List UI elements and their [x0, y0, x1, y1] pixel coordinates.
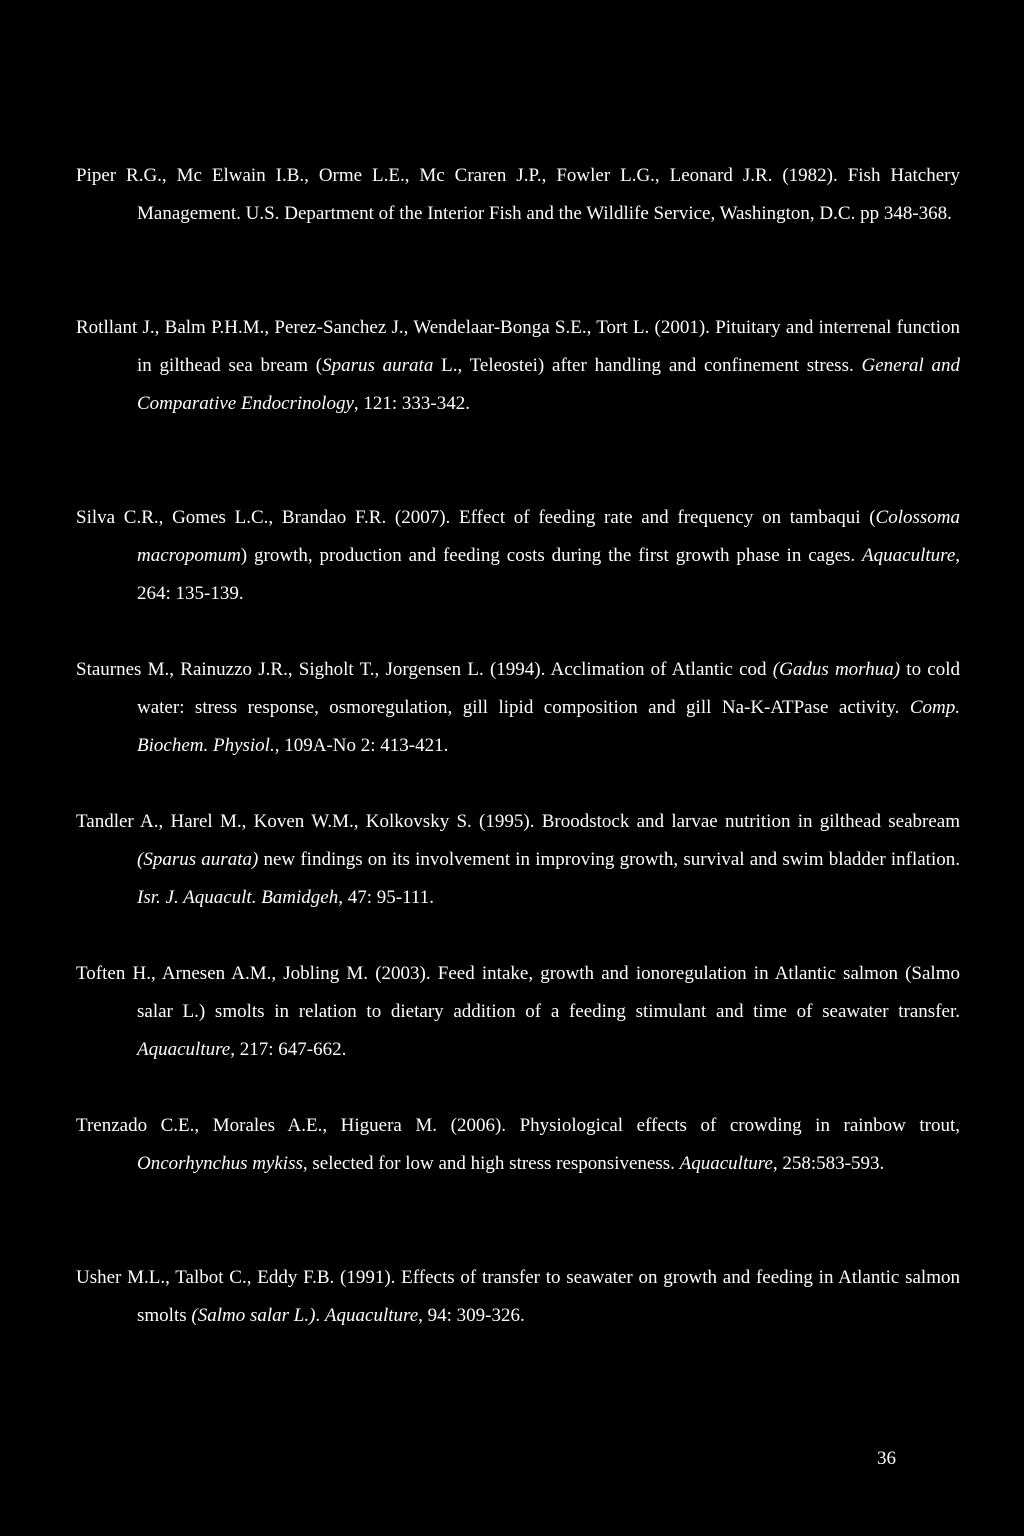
page-number: 36: [877, 1448, 896, 1469]
reference-title: new findings on its involvement in improving growth, survival and swim bladder inflation.: [258, 848, 960, 870]
reference-trenzado-2006: [76, 1107, 960, 1183]
reference-authors: Piper R.G., Mc Elwain I.B., Orme L.E., Mc Craren J.P., Fowler L.G., Leonard J.R. (1982).: [76, 165, 838, 186]
reference-title: Acclimation of Atlantic cod: [545, 659, 773, 680]
reference-journal: Aquaculture: [679, 1152, 773, 1174]
reference-species: Colossoma macropomum: [137, 507, 960, 566]
reference-volume-pages: , 217: 647-662.: [230, 1038, 347, 1060]
reference-authors: Tandler A., Harel M., Koven W.M., Kolkovsky S. (1995).: [76, 811, 535, 832]
reference-toften-2003: [76, 955, 960, 1068]
reference-silva-2007: [76, 499, 960, 612]
reference-journal: Isr. J. Aquacult. Bamidgeh: [137, 886, 339, 908]
reference-species: (Gadus morhua): [772, 659, 901, 680]
reference-journal: General and Comparative Endocrinology: [137, 354, 961, 414]
reference-title: Pituitary and interrenal function in gilthead sea bream (: [137, 317, 960, 376]
reference-title: to cold water: stress response, osmoregulation, gill lipid composition and gill Na-K-ATPase activity.: [137, 659, 961, 718]
reference-title: .: [315, 1304, 325, 1326]
reference-title: , selected for low and high stress responsiveness.: [302, 1152, 680, 1174]
reference-journal: Aquaculture: [862, 544, 956, 566]
reference-authors: Trenzado C.E., Morales A.E., Higuera M. (2006).: [76, 1115, 507, 1136]
reference-authors: Usher M.L., Talbot C., Eddy F.B. (1991).: [76, 1267, 396, 1288]
reference-species: Oncorhynchus mykiss: [137, 1152, 303, 1174]
reference-title: Feed intake, growth and ionoregulation in Atlantic salmon (Salmo salar L.) smolts in relation to dietary addition of a feeding stimulant and time of seawater transfer.: [137, 963, 960, 1022]
reference-authors: Rotllant J., Balm P.H.M., Perez-Sanchez J., Wendelaar-Bonga S.E., Tort L. (2001).: [76, 317, 710, 338]
reference-volume-pages: , 94: 309-326.: [418, 1304, 525, 1326]
reference-authors: Toften H., Arnesen A.M., Jobling M. (2003).: [76, 963, 431, 984]
reference-title: Effects of transfer to seawater on growth and feeding in Atlantic salmon smolts: [137, 1267, 960, 1326]
reference-volume-pages: , 264: 135-139.: [137, 544, 960, 604]
reference-title: Fish Hatchery Management. U.S. Department of the Interior Fish and the Wildlife Service, Washington, D.C. pp 348-368.: [137, 165, 961, 224]
reference-authors: Staurnes M., Rainuzzo J.R., Sigholt T., Jorgensen L. (1994).: [76, 659, 546, 680]
reference-species: Sparus aurata: [322, 354, 434, 376]
reference-journal: Aquaculture: [324, 1304, 419, 1326]
reference-species: (Salmo salar L.): [191, 1304, 316, 1326]
reference-authors: Silva C.R., Gomes L.C., Brandao F.R. (2007).: [76, 507, 451, 528]
reference-volume-pages: , 47: 95-111.: [338, 886, 434, 908]
reference-species: (Sparus aurata): [137, 848, 259, 870]
reference-volume-pages: , 258:583-593.: [772, 1152, 885, 1174]
reference-title: Broodstock and larvae nutrition in gilthead seabream: [534, 811, 960, 832]
reference-title: Physiological effects of crowding in rainbow trout,: [506, 1115, 960, 1136]
reference-volume-pages: , 109A-No 2: 413-421.: [274, 734, 449, 756]
reference-rotllant-2001: [76, 309, 960, 422]
reference-staurnes-1994: [76, 651, 960, 764]
reference-title: L., Teleostei) after handling and confinement stress.: [433, 354, 862, 376]
reference-title: ) growth, production and feeding costs during the first growth phase in cages.: [240, 544, 863, 566]
reference-journal: Comp. Biochem. Physiol.: [137, 696, 960, 756]
reference-tandler-1995: [76, 803, 960, 916]
reference-journal: Aquaculture: [137, 1038, 231, 1060]
reference-usher-1991: [76, 1259, 960, 1335]
reference-volume-pages: , 121: 333-342.: [353, 392, 470, 414]
reference-piper-1982: [76, 157, 960, 233]
reference-title: Effect of feeding rate and frequency on tambaqui (: [450, 507, 876, 528]
